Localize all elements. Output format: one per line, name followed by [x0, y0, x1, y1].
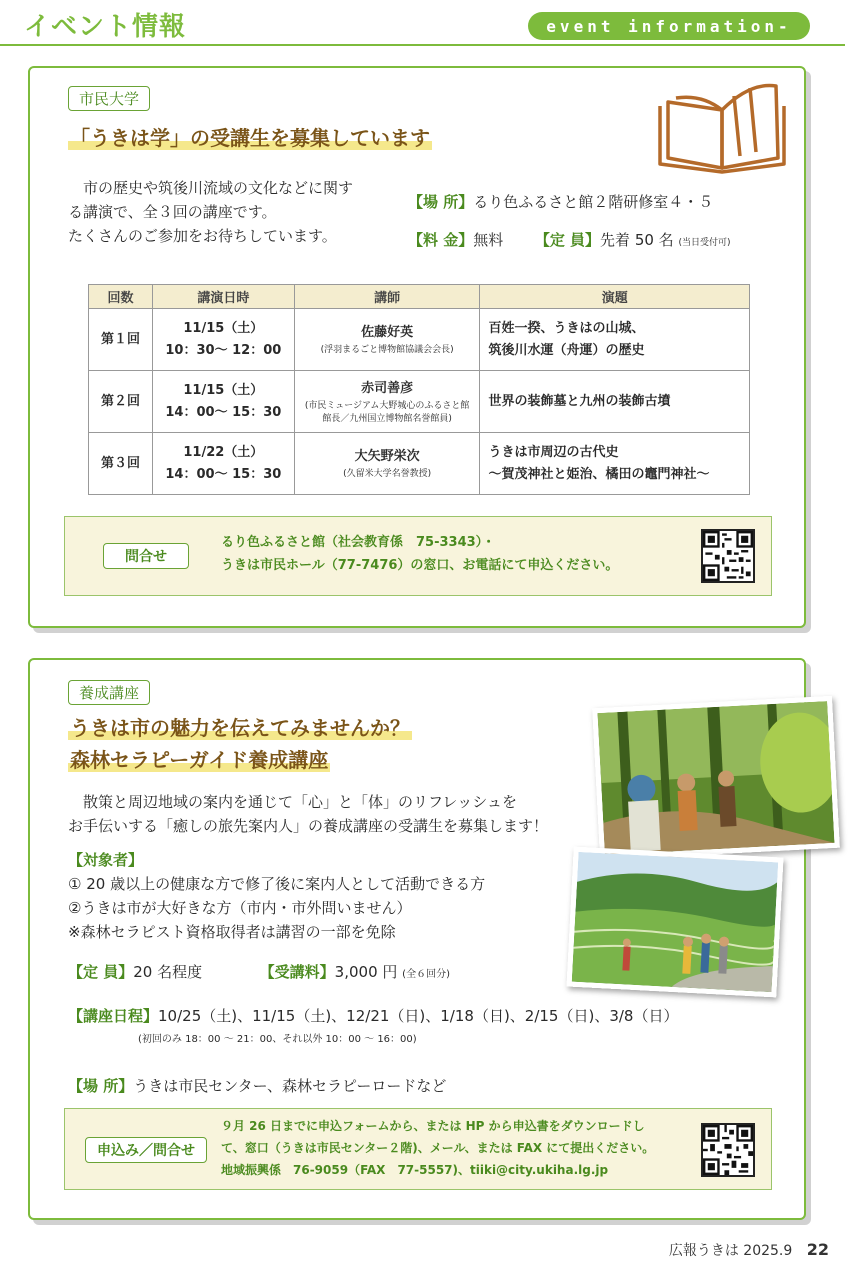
lecture-topic: 世界の装飾墓と九州の装飾古墳 [480, 371, 750, 433]
lecture-schedule-table [88, 284, 750, 495]
course-schedule-note: (初回のみ 18：00 ～ 21：00、それ以外 10：00 ～ 16：00) [138, 1034, 417, 1045]
event-card-citizen-university [28, 66, 806, 628]
contact-box [64, 516, 772, 596]
event-fee-capacity: 【料 金】無料 【定 員】先着 50 名 (当日受付可) [408, 231, 731, 249]
column-header: 回数 [89, 285, 153, 309]
lecture-number: 第１回 [89, 309, 153, 371]
target-audience: 【対象者】 ① 20 歳以上の健康な方で修了後に案内人として活動できる方 ②うきは市が大好きな方（市内・市外問いません） ※森林セラピスト資格取得者は講習の一部を免除 [68, 851, 486, 941]
publication-name: 広報うきは [668, 1243, 739, 1259]
forest-guide-photo [592, 696, 840, 860]
contact-label: 問合せ [103, 543, 189, 569]
lecture-datetime: 11/22（土） 14：00～ 15：30 [152, 433, 294, 495]
column-header: 講演日時 [152, 285, 294, 309]
table-row [89, 309, 750, 371]
event-subheadline: 森林セラピーガイド養成講座 [70, 748, 329, 772]
event-place: 【場 所】るり色ふるさと館２階研修室４・５ [408, 193, 714, 211]
lecture-datetime: 11/15（土） 14：00～ 15：30 [152, 371, 294, 433]
lecture-datetime: 11/15（土） 10：30～ 12：00 [152, 309, 294, 371]
qr-code-icon[interactable] [701, 1123, 755, 1177]
issue-number: 2025.9 [743, 1243, 793, 1259]
category-label: 市民大学 [68, 86, 150, 111]
lecturer: 佐藤好英 (浮羽まるごと博物館協議会会長) [294, 309, 480, 371]
lecture-number: 第２回 [89, 371, 153, 433]
lecturer: 赤司善彦 (市民ミュージアム大野城心のふるさと館館長／九州国立博物館名誉館員) [294, 371, 480, 433]
category-label: 養成講座 [68, 680, 150, 705]
event-card-forest-therapy [28, 658, 806, 1220]
open-book-icon [654, 72, 790, 180]
course-schedule: 【講座日程】10/25（土)、11/15（土)、12/21（日)、1/18（日)、2/15（日)、3/8（日） [68, 1007, 679, 1025]
event-headline: うきは市の魅力を伝えてみませんか？ [70, 716, 410, 740]
event-place: 【場 所】うきは市民センター、森林セラピーロードなど [68, 1077, 447, 1095]
forest-guide-photo-image [597, 701, 834, 855]
page-number: 22 [806, 1240, 829, 1259]
event-headline: 「うきは学」の受講生を募集しています [70, 126, 430, 150]
table-row [89, 371, 750, 433]
lecture-topic: うきは市周辺の古代史 ～賀茂神社と姫治、橘田の竈門神社～ [480, 433, 750, 495]
qr-code-icon[interactable] [701, 529, 755, 583]
lecture-number: 第３回 [89, 433, 153, 495]
page-section-title: イベント情報 [24, 12, 187, 42]
terraced-fields-photo-image [572, 852, 779, 992]
contact-info: るり色ふるさと館（社会教育係 75-3343）・ うきは市民ホール（77-7476）の窓口、お電話にて申込ください。 [221, 535, 619, 573]
page-footer [669, 1240, 829, 1260]
column-header: 講師 [294, 285, 480, 309]
application-contact-box [64, 1108, 772, 1190]
event-description: 市の歴史や筑後川流域の文化などに関す る講演で、全３回の講座です。 たくさんのご参加をお待ちしています。 [68, 179, 354, 245]
table-header-row [89, 285, 750, 309]
column-header: 演題 [480, 285, 750, 309]
header-divider [0, 44, 845, 46]
event-description: 散策と周辺地域の案内を通じて「心」と「体」のリフレッシュを お手伝いする「癒しの旅先案内人」の養成講座の受講生を募集します！ [68, 793, 549, 835]
table-row [89, 433, 750, 495]
terraced-fields-photo [566, 847, 783, 998]
section-tagline-badge: event information- [528, 12, 810, 40]
contact-info: ９月 26 日までに申込フォームから、または HP から申込書をダウンロードし て、窓口（うきは市民センター２階)、メール、または FAX にて提出ください。 地域振興係 76-9059（FAX 77-5557)、tiiki@city.ukiha.lg.jp [221, 1119, 655, 1177]
capacity-fee: 【定 員】20 名程度 【受講料】3,000 円 (全６回分) [68, 963, 450, 981]
lecture-topic: 百姓一揆、うきはの山城、 筑後川水運（舟運）の歴史 [480, 309, 750, 371]
lecturer: 大矢野栄次 (久留米大学名誉教授) [294, 433, 480, 495]
contact-label: 申込み／問合せ [85, 1137, 207, 1163]
